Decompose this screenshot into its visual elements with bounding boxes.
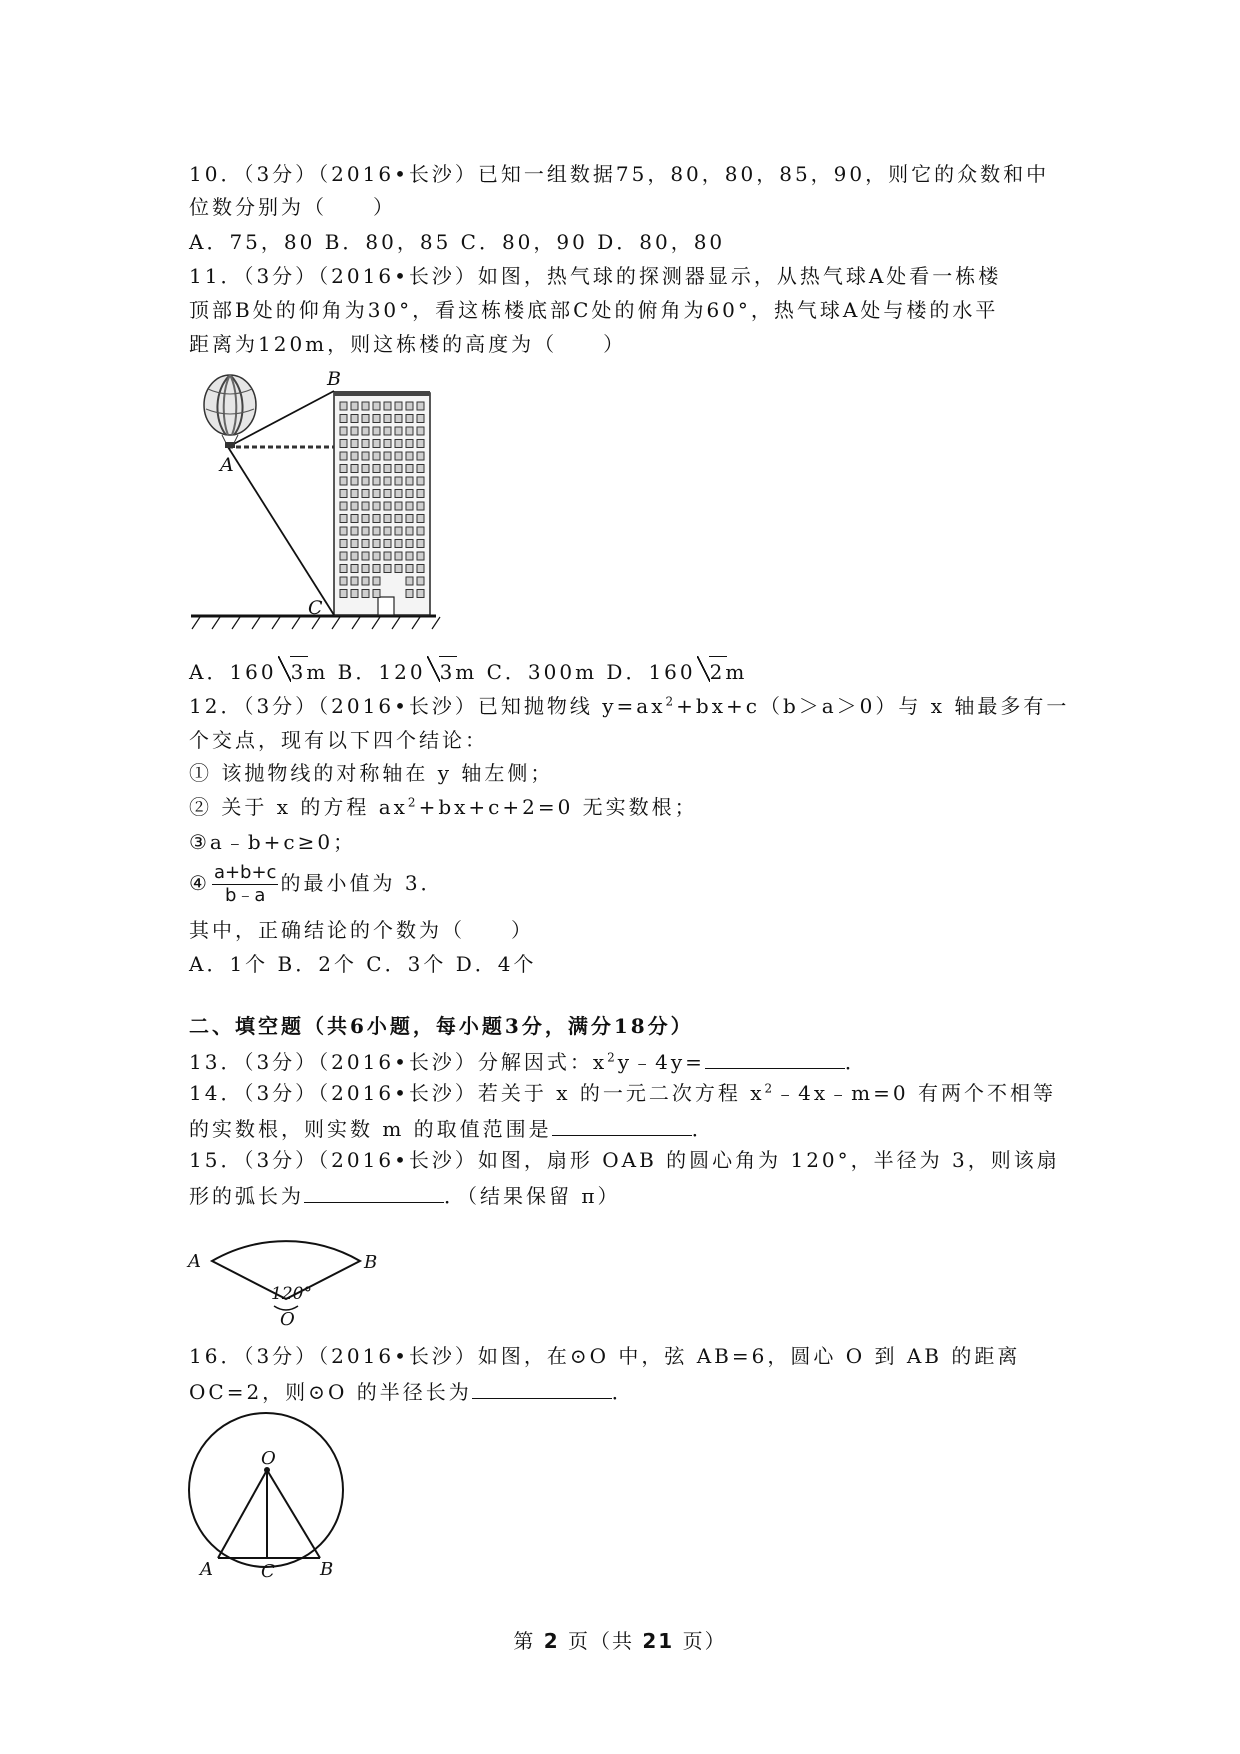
building-window [362, 577, 369, 585]
building-window [362, 452, 369, 460]
sector-figure [186, 1210, 426, 1330]
q16-line1: 16．（3分）（2016•长沙）如图，在⊙O 中，弦 AB=6，圆心 O 到 AB 的距离 [189, 1344, 1021, 1368]
building-window [406, 440, 413, 448]
label-a: A [220, 454, 234, 476]
building-window [362, 527, 369, 535]
building-window [406, 515, 413, 523]
building-window [384, 465, 391, 473]
q16-end: ． [611, 1380, 635, 1404]
building-window [395, 427, 402, 435]
building-window [395, 465, 402, 473]
building-window [395, 527, 402, 535]
building-window [373, 452, 380, 460]
building-window [384, 452, 391, 460]
building-window [406, 490, 413, 498]
answer-blank[interactable] [472, 1376, 612, 1399]
circle-chord-figure [186, 1410, 356, 1580]
footer-pre: 第 [513, 1629, 544, 1653]
building-window [362, 402, 369, 410]
building-window [406, 452, 413, 460]
building-window [406, 552, 413, 560]
q12-c2-sup: 2 [407, 795, 419, 810]
q12-conclusion-2 [189, 793, 698, 821]
building-window [351, 552, 358, 560]
building-window [351, 527, 358, 535]
building-window [417, 440, 424, 448]
q12-line2: 个交点，现有以下四个结论： [189, 728, 488, 752]
q14-pre: 14．（3分）（2016•长沙）若关于 x 的一元二次方程 x [189, 1081, 765, 1105]
building-window [395, 452, 402, 460]
sqrt-2-d: 2 [697, 658, 726, 686]
building-window [362, 477, 369, 485]
building-window [351, 565, 358, 573]
q11-line2: 顶部B处的仰角为30°，看这栋楼底部C处的俯角为60°，热气球A处与楼的水平 [189, 298, 999, 322]
label-c: C [261, 1561, 275, 1580]
building-window [417, 590, 424, 598]
label-a: A [188, 1251, 201, 1272]
q12-conclusion-1: ① 该抛物线的对称轴在 y 轴左侧； [189, 761, 554, 785]
building-window [417, 577, 424, 585]
q12-conclusion-3: ③a﹣b+c≥0； [189, 830, 357, 854]
building-window [406, 565, 413, 573]
building-window [395, 502, 402, 510]
q12-c2-post: +bx+c+2=0 无实数根； [418, 795, 698, 819]
building-window [351, 540, 358, 548]
q11-opt-end: m [725, 660, 748, 684]
sqrt-3-b: 3 [427, 658, 456, 686]
building-window [351, 415, 358, 423]
building-window [373, 577, 380, 585]
building-window [340, 552, 347, 560]
building-window [417, 477, 424, 485]
building-window [384, 540, 391, 548]
building-window [340, 465, 347, 473]
building-window [373, 440, 380, 448]
building-window [340, 452, 347, 460]
q14-sup: 2 [764, 1081, 776, 1096]
building-window [340, 415, 347, 423]
q10-options: A．75，80 B．80，85 C．80，90 D．80，80 [189, 230, 726, 254]
building-window [417, 465, 424, 473]
building-window [362, 590, 369, 598]
building-window [417, 402, 424, 410]
label-b: B [327, 368, 341, 390]
building-window [340, 577, 347, 585]
building-window [362, 515, 369, 523]
fraction-numerator: a+b+c [213, 862, 277, 883]
building-window [373, 527, 380, 535]
section-heading: 二、填空题（共6小题，每小题3分，满分18分） [189, 1014, 694, 1038]
building-window [362, 465, 369, 473]
q11-opt-b: m B．120 [306, 660, 426, 684]
page-number: 2 [543, 1629, 560, 1653]
building-window [406, 465, 413, 473]
building-window [395, 477, 402, 485]
building-window [417, 490, 424, 498]
building-window [373, 502, 380, 510]
q13-end: ． [844, 1050, 868, 1074]
building-window [351, 515, 358, 523]
q12-line1-pre: 12．（3分）（2016•长沙）已知抛物线 y=ax [189, 694, 666, 718]
q14-end: ． [691, 1117, 715, 1141]
building-window [395, 402, 402, 410]
building-window [351, 452, 358, 460]
building-window [373, 402, 380, 410]
building-window [340, 565, 347, 573]
building-window [417, 527, 424, 535]
building-window [362, 565, 369, 573]
answer-blank[interactable] [705, 1046, 845, 1069]
q16-line2-pre: OC=2，则⊙O 的半径长为 [189, 1380, 472, 1404]
building-window [395, 565, 402, 573]
q13-pre: 13．（3分）（2016•长沙）分解因式：x [189, 1050, 608, 1074]
fraction-denominator: b﹣a [224, 885, 266, 906]
building-window [395, 540, 402, 548]
building-window [373, 552, 380, 560]
q12-options: A．1个 B．2个 C．3个 D．4个 [189, 952, 537, 976]
fraction [212, 862, 279, 907]
label-b: B [364, 1252, 378, 1273]
label-a: A [200, 1559, 213, 1580]
building-window [373, 540, 380, 548]
q13-sup: 2 [607, 1050, 618, 1065]
q11-line3: 距离为120m，则这栋楼的高度为（ ） [189, 332, 627, 356]
building-window [340, 402, 347, 410]
q11-opt-a: A．160 [189, 660, 277, 684]
q14-line2-pre: 的实数根，则实数 m 的取值范围是 [189, 1117, 552, 1141]
building-window [384, 477, 391, 485]
building-window [384, 527, 391, 535]
building-window [417, 427, 424, 435]
q10-line2: 位数分别为（ ） [189, 195, 396, 219]
q15-line2-pre: 形的弧长为 [189, 1184, 304, 1208]
building-window [406, 527, 413, 535]
q12-c2-pre: ② 关于 x 的方程 ax [189, 795, 408, 819]
building-window [406, 540, 413, 548]
label-angle: 120° [271, 1284, 312, 1304]
building-window [406, 402, 413, 410]
building-window [395, 440, 402, 448]
building-window [340, 427, 347, 435]
building-window [395, 415, 402, 423]
building-window [351, 577, 358, 585]
building-window [362, 540, 369, 548]
building-window [340, 440, 347, 448]
balloon-building-figure [186, 365, 476, 641]
q13-post: y﹣4y= [617, 1050, 705, 1074]
building-window [373, 515, 380, 523]
building-window [384, 515, 391, 523]
building-window [340, 527, 347, 535]
building-window [417, 452, 424, 460]
building-window [384, 565, 391, 573]
building-window [362, 440, 369, 448]
q11-line1: 11．（3分）（2016•长沙）如图，热气球的探测器显示，从热气球A处看一栋楼 [189, 264, 1002, 288]
building-window [373, 490, 380, 498]
building-window [406, 502, 413, 510]
building-window [340, 590, 347, 598]
building-window [384, 502, 391, 510]
label-o: O [261, 1448, 276, 1469]
building-window [362, 490, 369, 498]
page-footer [0, 1625, 1240, 1654]
building-window [373, 477, 380, 485]
building-window [340, 477, 347, 485]
q12-line1 [189, 692, 1069, 720]
building-window [351, 502, 358, 510]
building-window [340, 515, 347, 523]
building-window [384, 427, 391, 435]
building-window [362, 502, 369, 510]
q12-line1-post: +bx+c（b＞a＞0）与 x 轴最多有一 [676, 694, 1070, 718]
q12-question: 其中，正确结论的个数为（ ） [189, 918, 534, 942]
building-window [417, 552, 424, 560]
building-window [406, 577, 413, 585]
building-window [351, 402, 358, 410]
building-window [384, 415, 391, 423]
label-b: B [320, 1559, 334, 1580]
building-window [395, 515, 402, 523]
q11-opt-c: m C．300m D．160 [455, 660, 696, 684]
answer-blank[interactable] [304, 1180, 444, 1203]
q14-post: ﹣4x﹣m=0 有两个不相等 [775, 1081, 1056, 1105]
q16-line2 [189, 1376, 635, 1406]
q15-line1: 15．（3分）（2016•长沙）如图，扇形 OAB 的圆心角为 120°，半径为 3，则该扇 [189, 1148, 1060, 1172]
q10-line1: 10．（3分）（2016•长沙）已知一组数据75，80，80，85，90，则它的众数和中 [189, 162, 1050, 186]
q12-c4-pre: ④ [189, 871, 210, 895]
building-window [351, 590, 358, 598]
q14-line2 [189, 1113, 715, 1143]
building-window [417, 565, 424, 573]
building-window [351, 440, 358, 448]
building-window [373, 427, 380, 435]
building-window [362, 552, 369, 560]
building-window [373, 565, 380, 573]
q13-line [189, 1046, 868, 1076]
building-window [384, 490, 391, 498]
page-total: 21 [642, 1629, 675, 1653]
building-window [362, 415, 369, 423]
building-window [373, 415, 380, 423]
building-window [417, 540, 424, 548]
building-window [395, 552, 402, 560]
building-window [406, 590, 413, 598]
footer-post: 页） [674, 1629, 727, 1653]
sqrt-3-a: 3 [278, 658, 307, 686]
q12-sup: 2 [665, 694, 677, 709]
building-window [406, 415, 413, 423]
building-window [362, 427, 369, 435]
building-window [417, 415, 424, 423]
building-window [373, 465, 380, 473]
building-window [373, 590, 380, 598]
building-window [351, 477, 358, 485]
building-window [406, 477, 413, 485]
q12-conclusion-4 [189, 858, 444, 908]
label-o: O [280, 1309, 295, 1330]
q15-end: ．（结果保留 π） [444, 1184, 621, 1208]
building-window [340, 490, 347, 498]
building-window [395, 490, 402, 498]
q14-line1 [189, 1079, 1056, 1107]
q15-line2 [189, 1180, 621, 1210]
label-c: C [308, 597, 323, 619]
building-window [384, 440, 391, 448]
answer-blank[interactable] [552, 1113, 692, 1136]
building-window [351, 427, 358, 435]
building-window [351, 465, 358, 473]
q11-options [189, 658, 747, 686]
footer-mid: 页（共 [559, 1629, 643, 1653]
building-window [384, 552, 391, 560]
q12-c4-post: 的最小值为 3． [280, 871, 444, 895]
building-window [351, 490, 358, 498]
building-window [417, 502, 424, 510]
building-window [384, 402, 391, 410]
building-window [417, 515, 424, 523]
building-window [340, 502, 347, 510]
building-window [406, 427, 413, 435]
building-window [340, 540, 347, 548]
